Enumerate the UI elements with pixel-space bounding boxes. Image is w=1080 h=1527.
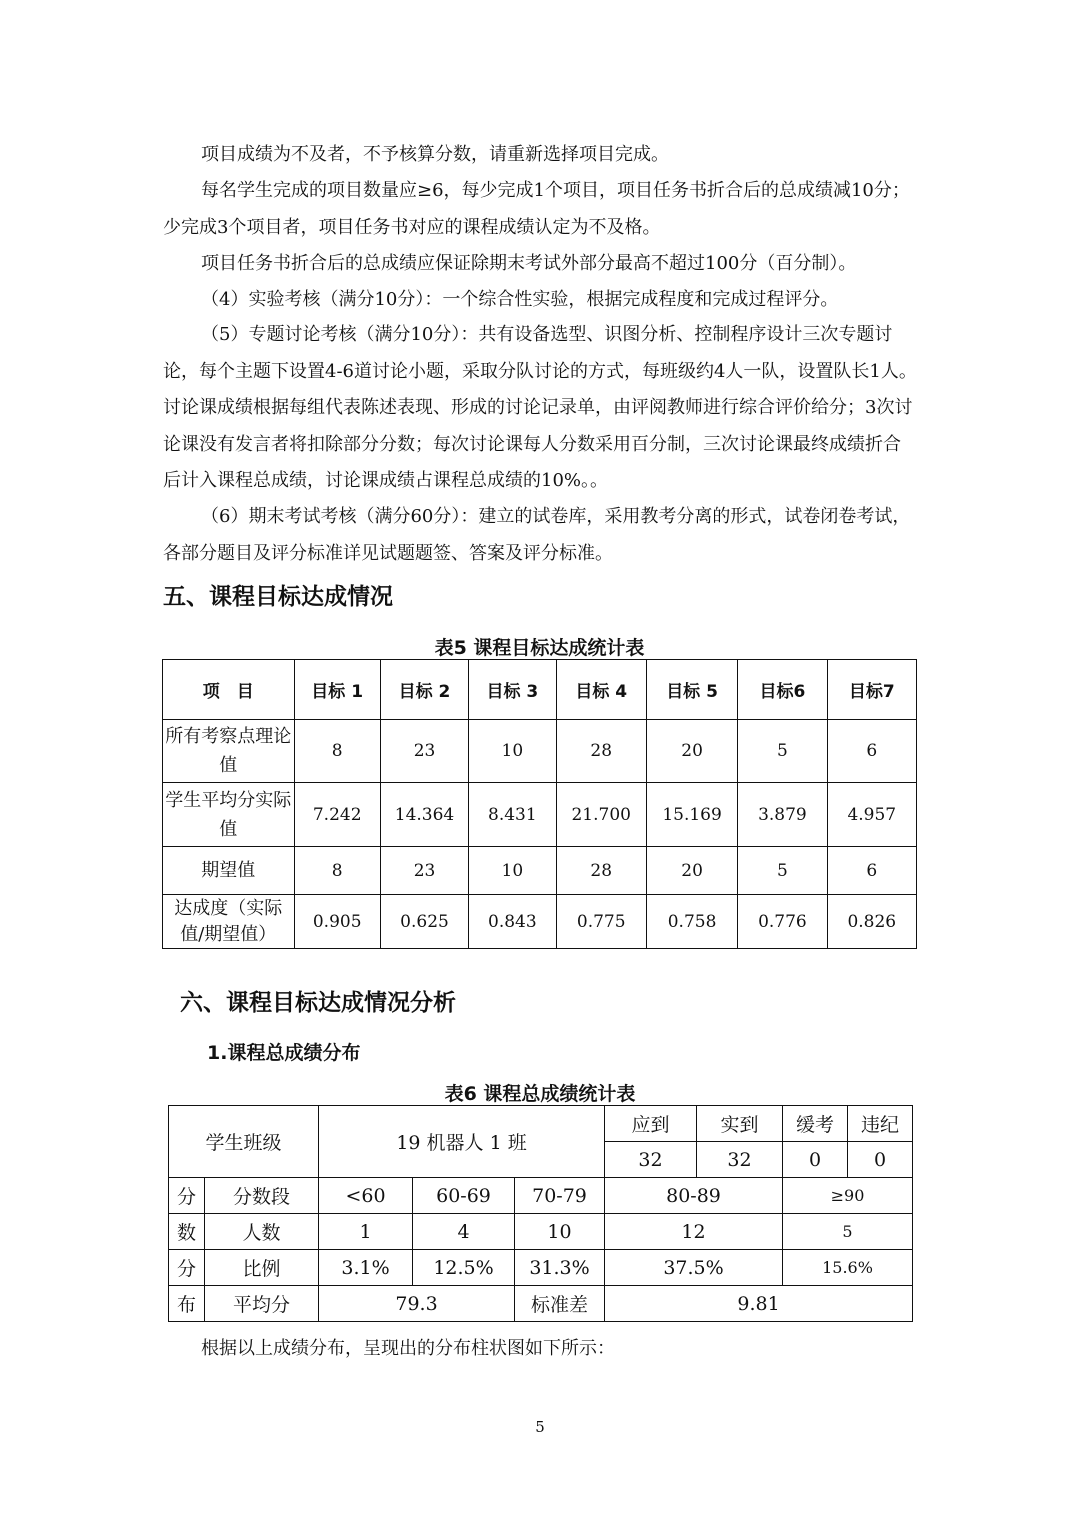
cell: 7.242 (294, 783, 380, 847)
attendance-header: 违纪 (848, 1106, 913, 1142)
cell: 28 (556, 847, 646, 895)
paragraph-4: （4）实验考核（满分10分）：一个综合性实验，根据完成程度和完成过程评分。 (201, 289, 839, 310)
count-cell: 4 (413, 1214, 515, 1250)
table5-header: 目标 2 (380, 660, 468, 720)
table5-header: 项 目 (163, 660, 295, 720)
row-label: 达成度（实际值/期望值） (163, 895, 295, 949)
cell: 23 (380, 847, 468, 895)
table5-header: 目标 4 (556, 660, 646, 720)
ratio-cell: 3.1% (319, 1250, 413, 1286)
attendance-value: 0 (783, 1142, 848, 1178)
page-number: 5 (535, 1418, 545, 1436)
class-name: 19 机器人 1 班 (319, 1106, 605, 1178)
attendance-value: 0 (848, 1142, 913, 1178)
segment-cell: ≥90 (783, 1178, 913, 1214)
count-cell: 12 (605, 1214, 783, 1250)
section5-heading: 五、课程目标达成情况 (163, 584, 393, 610)
paragraph-2: 每名学生完成的项目数量应≥6，每少完成1个项目，项目任务书折合后的总成绩减10分；少完成3个项目者，项目任务书对应的课程成绩认定为不及格。 (163, 180, 910, 238)
cell: 3.879 (738, 783, 827, 847)
paragraph-3: 项目任务书折合后的总成绩应保证除期末考试外部分最高不超过100分（百分制）。 (201, 253, 857, 274)
cell: 15.169 (646, 783, 737, 847)
cell: 0.843 (469, 895, 556, 949)
segment-cell: 70-79 (515, 1178, 605, 1214)
table-row (163, 783, 917, 847)
table-row (169, 1250, 913, 1286)
dist-vertical-char: 数 (169, 1214, 205, 1250)
cell: 0.826 (827, 895, 916, 949)
segment-cell: 60-69 (413, 1178, 515, 1214)
ratio-cell: 31.3% (515, 1250, 605, 1286)
table5-header: 目标 3 (469, 660, 556, 720)
average-label: 平均分 (205, 1286, 319, 1322)
cell: 21.700 (556, 783, 646, 847)
cell: 8 (294, 847, 380, 895)
cell: 4.957 (827, 783, 916, 847)
table5-header: 目标6 (738, 660, 827, 720)
count-label: 人数 (205, 1214, 319, 1250)
count-cell: 5 (783, 1214, 913, 1250)
table-row (163, 895, 917, 949)
cell: 0.905 (294, 895, 380, 949)
paragraph-6: （6）期末考试考核（满分60分）：建立的试卷库，采用教考分离的形式，试卷闭卷考试，各部分题目及评分标准详见试题题签、答案及评分标准。 (163, 506, 911, 564)
section6-subheading: 1.课程总成绩分布 (207, 1042, 361, 1064)
table5 (162, 659, 917, 949)
std-value: 9.81 (605, 1286, 913, 1322)
segment-cell: 80-89 (605, 1178, 783, 1214)
ratio-label: 比例 (205, 1250, 319, 1286)
table5-header: 目标7 (827, 660, 916, 720)
segment-cell: <60 (319, 1178, 413, 1214)
attendance-value: 32 (605, 1142, 697, 1178)
attendance-header: 缓考 (783, 1106, 848, 1142)
cell: 28 (556, 720, 646, 783)
row-label: 学生平均分实际值 (163, 783, 295, 847)
cell: 20 (646, 720, 737, 783)
dist-vertical-char: 分 (169, 1178, 205, 1214)
count-cell: 1 (319, 1214, 413, 1250)
segment-label: 分数段 (205, 1178, 319, 1214)
ratio-cell: 12.5% (413, 1250, 515, 1286)
cell: 5 (738, 847, 827, 895)
paragraph-1: 项目成绩为不及者，不予核算分数，请重新选择项目完成。 (201, 144, 669, 165)
table5-header: 目标 5 (646, 660, 737, 720)
cell: 10 (469, 847, 556, 895)
cell: 23 (380, 720, 468, 783)
cell: 8 (294, 720, 380, 783)
closing-text: 根据以上成绩分布，呈现出的分布柱状图如下所示： (201, 1338, 615, 1359)
cell: 5 (738, 720, 827, 783)
ratio-cell: 37.5% (605, 1250, 783, 1286)
table5-caption: 表5 课程目标达成统计表 (434, 637, 645, 659)
row-label: 期望值 (163, 847, 295, 895)
paragraph-5: （5）专题讨论考核（满分10分）：共有设备选型、识图分析、控制程序设计三次专题讨论，每个主题下设置4-6道讨论小题，采取分队讨论的方式，每班级约4人一队，设置队长1人。讨论课成绩根据每组代表陈述表现、形成的讨论记录单，由评阅教师进行综合评价给分；3次讨论课没有发言者将扣除部分分数；每次讨论课每人分数采用百分制，三次讨论课最终成绩折合后计入课程总成绩，讨论课成绩占课程总成绩的10%。。 (163, 324, 917, 491)
cell: 0.758 (646, 895, 737, 949)
class-label: 学生班级 (169, 1106, 319, 1178)
table6 (168, 1105, 913, 1322)
cell: 6 (827, 720, 916, 783)
count-cell: 10 (515, 1214, 605, 1250)
cell: 0.776 (738, 895, 827, 949)
dist-vertical-char: 分 (169, 1250, 205, 1286)
cell: 8.431 (469, 783, 556, 847)
section6-heading: 六、课程目标达成情况分析 (180, 990, 456, 1016)
average-value: 79.3 (319, 1286, 515, 1322)
table6-caption: 表6 课程总成绩统计表 (444, 1083, 636, 1105)
table-row (169, 1106, 913, 1142)
cell: 0.625 (380, 895, 468, 949)
table5-header: 目标 1 (294, 660, 380, 720)
attendance-value: 32 (697, 1142, 783, 1178)
table-row (163, 720, 917, 783)
cell: 10 (469, 720, 556, 783)
table5-header-row (163, 660, 917, 720)
attendance-header: 实到 (697, 1106, 783, 1142)
cell: 14.364 (380, 783, 468, 847)
table-row (169, 1214, 913, 1250)
cell: 6 (827, 847, 916, 895)
std-label: 标准差 (515, 1286, 605, 1322)
table-row (163, 847, 917, 895)
table-row (169, 1286, 913, 1322)
table-row (169, 1178, 913, 1214)
attendance-header: 应到 (605, 1106, 697, 1142)
cell: 0.775 (556, 895, 646, 949)
row-label: 所有考察点理论值 (163, 720, 295, 783)
ratio-cell: 15.6% (783, 1250, 913, 1286)
cell: 20 (646, 847, 737, 895)
dist-vertical-char: 布 (169, 1286, 205, 1322)
